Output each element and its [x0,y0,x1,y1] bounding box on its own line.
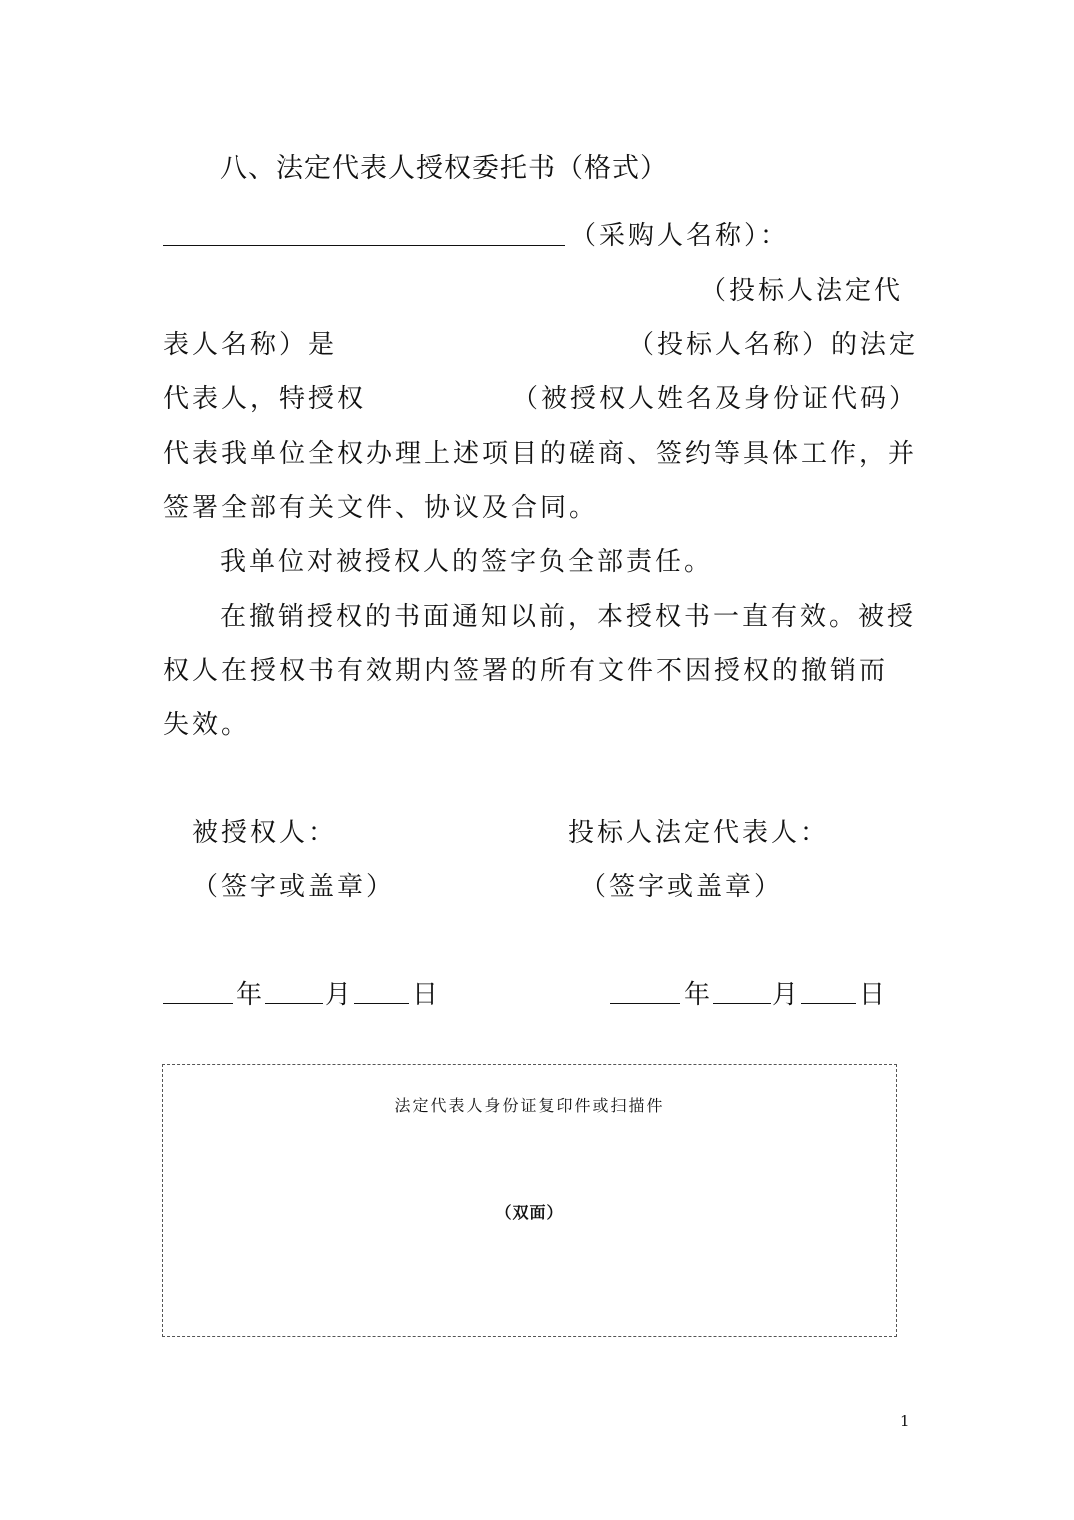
legal-representative-label: 投标人法定代表人： [568,818,830,848]
left-date-year-blank [163,1003,233,1004]
authorization-line-4: 代表我单位全权办理上述项目的磋商、签约等具体工作，并 [163,439,918,469]
document-title: 八、法定代表人授权委托书（格式） [220,153,668,184]
validity-line-1: 在撤销授权的书面通知以前，本授权书一直有效。被授 [220,602,917,632]
authorization-line-3-right: （被授权人姓名及身份证代码） [512,384,919,414]
left-date-day-blank [354,1003,409,1004]
left-date-month-blank [265,1003,323,1004]
left-date-year-label: 年 [236,980,266,1010]
id-card-copy-title: 法定代表人身份证复印件或扫描件 [394,1096,665,1115]
authorization-line-5: 签署全部有关文件、协议及合同。 [163,493,599,523]
authorization-line-1: （投标人法定代 [700,276,904,306]
purchaser-name-label: （采购人名称）： [570,221,790,251]
authorization-line-3-left: 代表人，特授权 [163,384,367,414]
validity-line-3: 失效。 [163,710,251,740]
purchaser-name-blank [163,245,565,246]
page-number: 1 [900,1412,910,1430]
id-card-double-sided-note: （双面） [495,1203,564,1222]
left-date-day-label: 日 [412,980,442,1010]
authorization-line-2-left: 表人名称）是 [163,330,338,360]
responsibility-statement: 我单位对被授权人的签字负全部责任。 [220,547,714,577]
right-date-day-label: 日 [859,980,889,1010]
legal-representative-signature-note: （签字或盖章） [580,872,784,902]
right-date-month-label: 月 [772,980,802,1010]
right-date-year-blank [610,1003,680,1004]
validity-line-2: 权人在授权书有效期内签署的所有文件不因授权的撤销而 [163,656,889,686]
left-date-month-label: 月 [325,980,355,1010]
id-card-copy-box [162,1064,897,1337]
right-date-month-blank [713,1003,771,1004]
authorized-person-label: 被授权人： [192,818,338,848]
authorized-person-signature-note: （签字或盖章） [192,872,396,902]
right-date-year-label: 年 [684,980,714,1010]
authorization-line-2-right: （投标人名称）的法定 [628,330,919,360]
right-date-day-blank [801,1003,856,1004]
